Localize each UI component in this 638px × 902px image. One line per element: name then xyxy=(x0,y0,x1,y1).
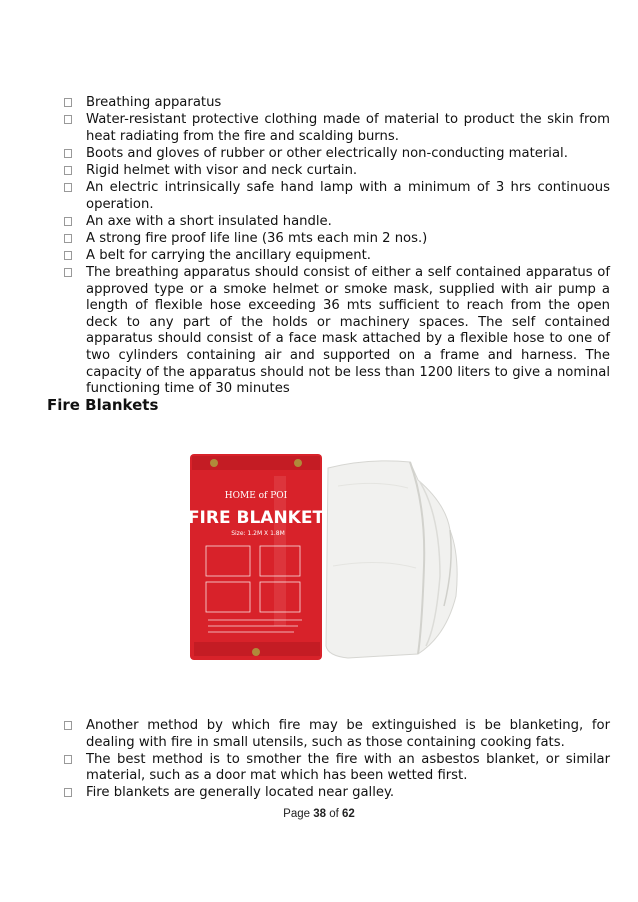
bullet-box-icon xyxy=(64,115,72,124)
bullet-box-icon xyxy=(64,788,72,797)
footer-prefix: Page xyxy=(283,808,314,820)
blanketing-list xyxy=(62,718,610,802)
list-item xyxy=(62,214,610,231)
current-page-number: 38 xyxy=(313,808,327,820)
list-item-text: An axe with a short insulated handle. xyxy=(86,213,332,229)
pouch-title: FIRE BLANKET xyxy=(187,508,325,528)
list-item-text: Another method by which fire may be extinguished is be blanketing, for dealing with fire in small utensils, such as those containing cooking fats. xyxy=(86,718,610,750)
list-item xyxy=(62,146,610,163)
bullet-box-icon xyxy=(64,721,72,730)
bullet-box-icon xyxy=(64,251,72,260)
list-item-text: A strong fire proof life line (36 mts each min 2 nos.) xyxy=(86,230,428,246)
section-heading: Fire Blankets xyxy=(47,396,159,414)
list-item xyxy=(62,112,610,145)
list-item-text: An electric intrinsically safe hand lamp with a minimum of 3 hrs continuous operation. xyxy=(86,179,610,212)
list-item-text: The breathing apparatus should consist of either a self contained apparatus of approved type or a smoke helmet or smoke mask, supplied with air pump a length of flexible hose exceeding 36 mts sufficient to reach from the open deck to any part of the holds or machinery spaces. The self contained apparatus should consist of a face mask attached by a flexible hose to one of two cylinders containing air and supported on a frame and harness. The capacity of the apparatus should not be less than 1200 liters to give a nominal functioning time of 30 minutes xyxy=(86,264,610,397)
bullet-box-icon xyxy=(64,268,72,277)
list-item xyxy=(62,752,610,785)
pouch-size: Size: 1.2M X 1.8M xyxy=(231,530,285,537)
equipment-list xyxy=(62,95,610,398)
list-item xyxy=(62,180,610,213)
fire-blanket-illustration xyxy=(178,446,478,668)
list-item-text: Breathing apparatus xyxy=(86,95,222,110)
folded-blanket xyxy=(326,461,457,658)
list-item-text: Fire blankets are generally located near galley. xyxy=(86,785,395,801)
list-item xyxy=(62,718,610,751)
list-item-text: A belt for carrying the ancillary equipment. xyxy=(86,247,371,263)
pouch-brand: HOME of POI xyxy=(224,491,288,501)
bullet-box-icon xyxy=(64,755,72,764)
bullet-box-icon xyxy=(64,149,72,158)
list-item xyxy=(62,248,610,265)
list-item-text: Water-resistant protective clothing made of material to product the skin from heat radiating from the fire and scalding burns. xyxy=(86,112,610,144)
footer-of: of xyxy=(326,808,343,820)
list-item-text: Rigid helmet with visor and neck curtain. xyxy=(86,162,358,178)
bullet-box-icon xyxy=(64,166,72,175)
list-item xyxy=(62,231,610,248)
total-page-count: 62 xyxy=(342,808,355,820)
fire-blanket-photo xyxy=(178,446,478,668)
bullet-box-icon xyxy=(64,98,72,107)
list-item xyxy=(62,95,610,112)
bullet-box-icon xyxy=(64,234,72,243)
list-item xyxy=(62,163,610,180)
list-item-text: Boots and gloves of rubber or other electrically non-conducting material. xyxy=(86,145,568,161)
red-pouch xyxy=(188,454,325,660)
bullet-box-icon xyxy=(64,217,72,226)
list-item xyxy=(62,785,610,802)
list-item xyxy=(62,265,610,398)
page-footer xyxy=(0,808,638,820)
bullet-box-icon xyxy=(64,183,72,192)
list-item-text: The best method is to smother the fire with an asbestos blanket, or similar material, such as a door mat which has been wetted first. xyxy=(86,751,610,784)
